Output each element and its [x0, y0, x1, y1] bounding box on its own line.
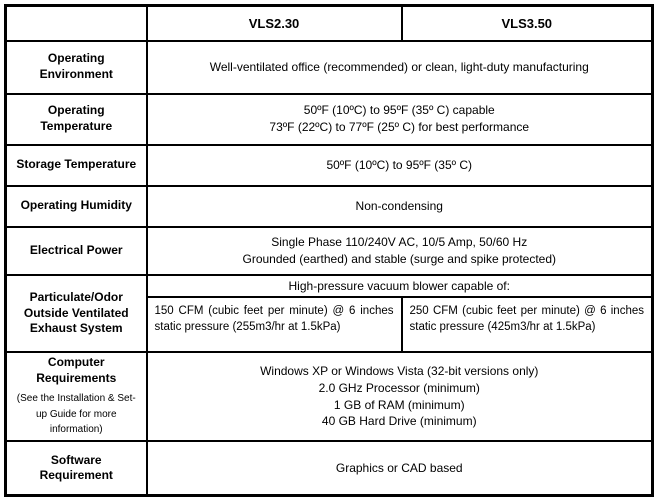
- row-label-exhaust-system: [6, 275, 147, 353]
- label-line: Requirement: [39, 468, 113, 483]
- value-computer-requirements: [147, 352, 653, 441]
- value-operating-temperature: [147, 94, 653, 145]
- label-line: Exhaust System: [29, 321, 123, 336]
- row-operating-environment: [6, 41, 653, 94]
- row-software-requirement: [6, 441, 653, 496]
- header-row: [6, 6, 653, 41]
- row-label-operating-environment: [6, 41, 147, 94]
- label-line: Software: [50, 452, 102, 467]
- spec-table: [4, 4, 654, 497]
- value-electrical-power: [147, 227, 653, 275]
- row-operating-temperature: [6, 94, 653, 145]
- row-storage-temperature: [6, 145, 653, 186]
- value-operating-humidity: Non-condensing: [147, 186, 653, 227]
- header-empty-cell: [6, 6, 147, 41]
- label-line: Environment: [39, 67, 113, 81]
- header-model-vls230: VLS2.30: [147, 6, 402, 41]
- value-line: 40 GB Hard Drive (minimum): [321, 414, 477, 429]
- value-line: 73ºF (22ºC) to 77ºF (25º C) for best performance: [269, 120, 530, 134]
- label-line: Temperature: [40, 119, 113, 133]
- label-line: Electrical Power: [29, 242, 123, 257]
- value-exhaust-vls350: 250 CFM (cubic feet per minute) @ 6 inches static pressure (425m3/hr at 1.5kPa): [402, 297, 653, 352]
- label-line: Particulate/Odor: [29, 290, 123, 304]
- value-operating-environment: Well-ventilated office (recommended) or clean, light-duty manufacturing: [147, 41, 653, 94]
- value-line: 50ºF (10ºC) to 95ºF (35º C) capable: [303, 103, 495, 118]
- row-label-software-requirement: [6, 441, 147, 496]
- row-label-electrical-power: [6, 227, 147, 275]
- label-line: Operating: [47, 103, 105, 118]
- value-storage-temperature: 50ºF (10ºC) to 95ºF (35º C): [147, 145, 653, 186]
- row-computer-requirements: [6, 352, 653, 441]
- row-label-operating-humidity: [6, 186, 147, 227]
- label-note: (See the Installation & Set-up Guide for more information): [16, 393, 136, 436]
- value-line: Windows XP or Windows Vista (32-bit versions only): [260, 364, 539, 379]
- row-operating-humidity: [6, 186, 653, 227]
- value-line: 2.0 GHz Processor (minimum): [318, 380, 480, 395]
- label-line: Computer: [47, 355, 105, 370]
- label-line: Requirements: [36, 370, 117, 385]
- header-model-vls350: VLS3.50: [402, 6, 653, 41]
- value-line: Grounded (earthed) and stable (surge and spike protected): [242, 251, 557, 266]
- row-electrical-power: [6, 227, 653, 275]
- value-line: 1 GB of RAM (minimum): [333, 397, 465, 412]
- label-line: Operating Humidity: [20, 198, 132, 213]
- row-label-computer-requirements: [6, 352, 147, 441]
- row-label-operating-temperature: [6, 94, 147, 145]
- value-exhaust-intro: High-pressure vacuum blower capable of:: [147, 275, 653, 298]
- label-line: Operating: [47, 51, 105, 66]
- label-line: Storage Temperature: [16, 157, 137, 172]
- value-software-requirement: Graphics or CAD based: [147, 441, 653, 496]
- row-label-storage-temperature: [6, 145, 147, 186]
- value-exhaust-vls230: 150 CFM (cubic feet per minute) @ 6 inches static pressure (255m3/hr at 1.5kPa): [147, 297, 402, 352]
- label-line: Outside Ventilated: [23, 305, 129, 320]
- row-exhaust-system: [6, 275, 653, 298]
- value-line: Single Phase 110/240V AC, 10/5 Amp, 50/60 Hz: [271, 234, 528, 249]
